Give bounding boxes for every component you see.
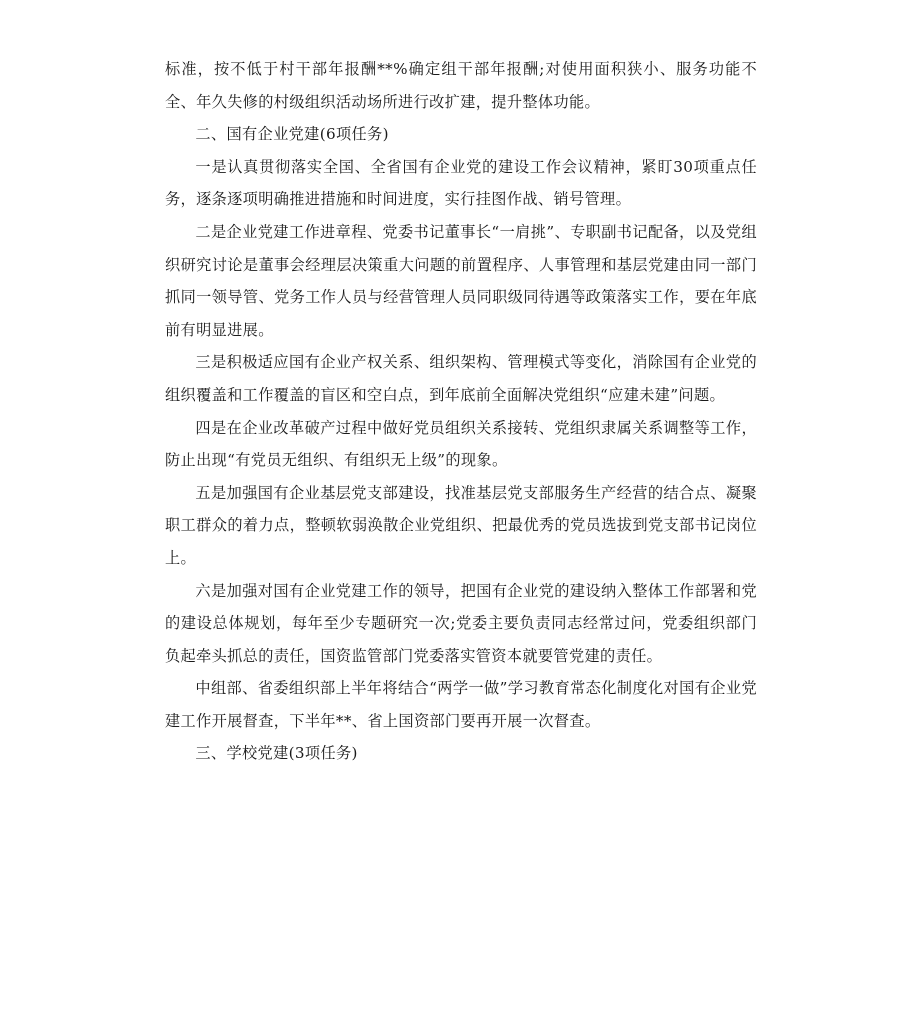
paragraph-task-6: 六是加强对国有企业党建工作的领导，把国有企业党的建设纳入整体工作部署和党的建设总体规划，每年至少专题研究一次;党委主要负责同志经常过问，党委组织部门负起牵头抓总的责任，国资监管部门党委落实管资本就要管党建的责任。 <box>165 581 757 665</box>
section-heading-school-party-building: 三、学校党建(3项任务) <box>195 744 358 763</box>
paragraph-task-1: 一是认真贯彻落实全国、全省国有企业党的建设工作会议精神，紧盯30项重点任务，逐条逐项明确推进措施和时间进度，实行挂图作战、销号管理。 <box>165 157 757 209</box>
paragraph-task-3: 三是积极适应国有企业产权关系、组织架构、管理模式等变化，消除国有企业党的组织覆盖和工作覆盖的盲区和空白点，到年底前全面解决党组织“应建未建”问题。 <box>165 353 757 404</box>
paragraph-task-2: 二是企业党建工作进章程、党委书记董事长“一肩挑”、专职副书记配备，以及党组织研究讨论是董事会经理层决策重大问题的前置程序、人事管理和基层党建由同一部门抓同一领导管、党务工作人员与经营管理人员同职级同待遇等政策落实工作，要在年底前有明显进展。 <box>165 222 757 339</box>
paragraph-inspection: 中组部、省委组织部上半年将结合“两学一做”学习教育常态化制度化对国有企业党建工作开展督查，下半年**、省上国资部门要再开展一次督查。 <box>165 679 757 730</box>
section-heading-soe-party-building: 二、国有企业党建(6项任务) <box>195 125 389 144</box>
document-body <box>165 53 757 770</box>
paragraph-task-5: 五是加强国有企业基层党支部建设，找准基层党支部服务生产经营的结合点、凝聚职工群众的着力点，整顿软弱涣散企业党组织、把最优秀的党员选拔到党支部书记岗位上。 <box>165 483 757 567</box>
paragraph-task-4: 四是在企业改革破产过程中做好党员组织关系接转、党组织隶属关系调整等工作，防止出现“有党员无组织、有组织无上级”的现象。 <box>165 418 757 470</box>
paragraph-continuation: 标准，按不低于村干部年报酬**%确定组干部年报酬;对使用面积狭小、服务功能不全、年久失修的村级组织活动场所进行改扩建，提升整体功能。 <box>165 60 757 111</box>
